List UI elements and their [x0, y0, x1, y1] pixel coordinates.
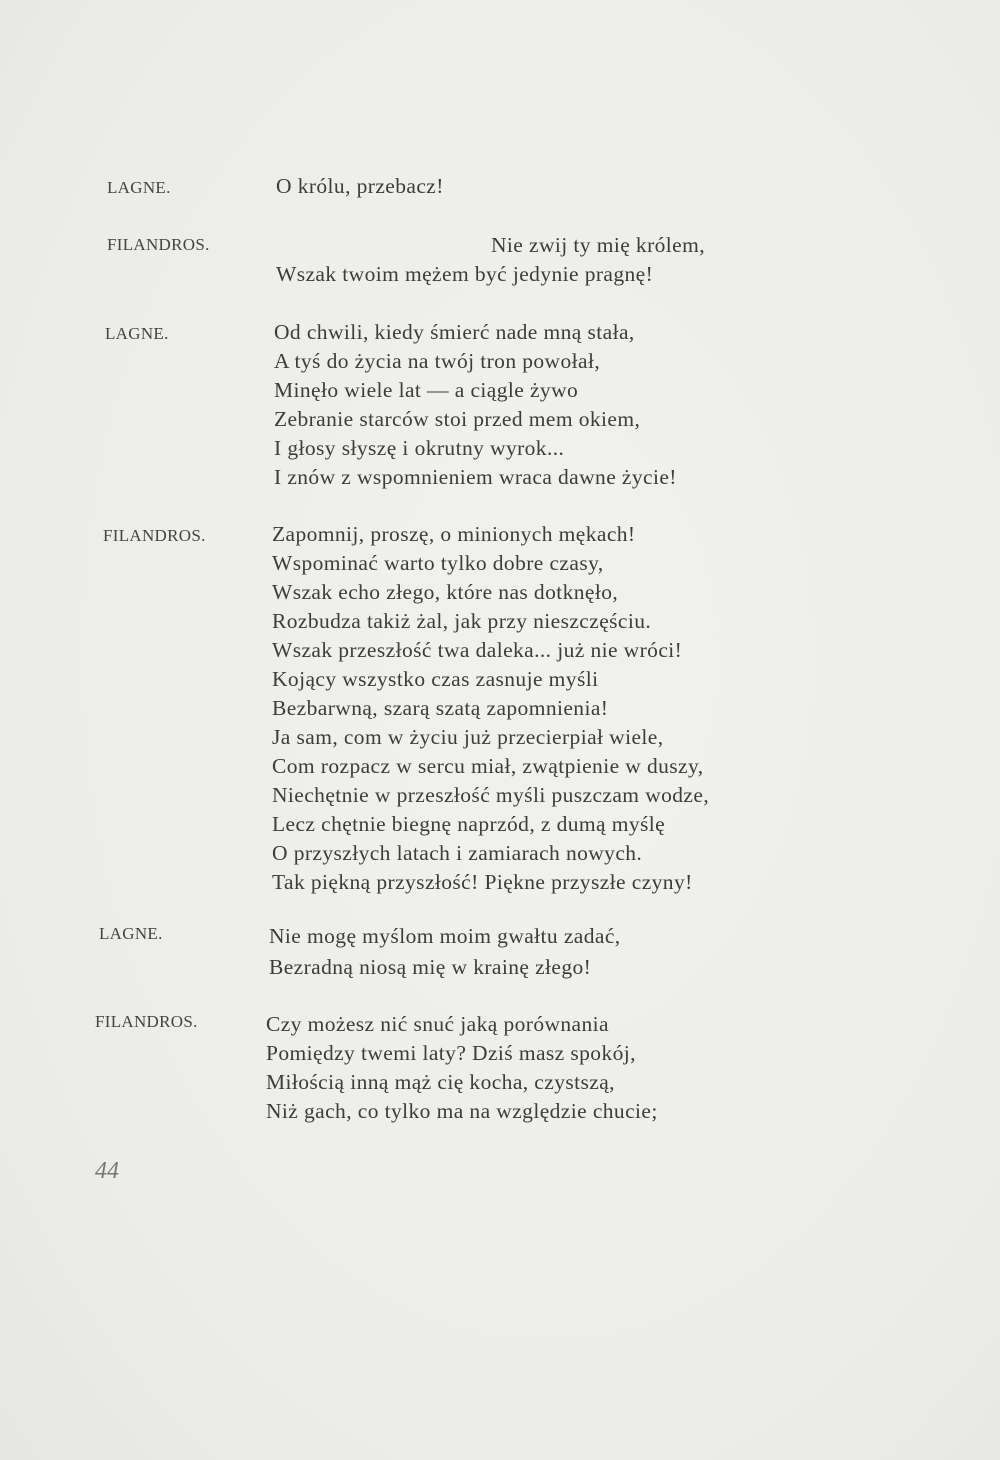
verse-line: I znów z wspomnieniem wraca dawne życie!: [274, 465, 677, 489]
speaker-name: FILANDROS.: [107, 235, 210, 254]
verse-line: Zapomnij, proszę, o minionych mękach!: [272, 522, 636, 546]
verse-line: Bezradną niosą mię w krainę złego!: [269, 955, 592, 979]
speaker-name: LAGNE.: [99, 924, 163, 943]
verse-line: Wspominać warto tylko dobre czasy,: [272, 551, 604, 575]
verse-line: Bezbarwną, szarą szatą zapomnienia!: [272, 696, 609, 720]
verse-line: Niż gach, co tylko ma na względzie chucie;: [266, 1099, 658, 1123]
speaker-name: FILANDROS.: [95, 1012, 198, 1031]
verse-line: Niechętnie w przeszłość myśli puszczam wodze,: [272, 783, 710, 807]
speaker-name: FILANDROS.: [103, 526, 206, 545]
verse-line: Czy możesz nić snuć jaką porównania: [266, 1012, 609, 1036]
verse-line: Tak piękną przyszłość! Piękne przyszłe czyny!: [272, 870, 693, 894]
verse-line: Lecz chętnie biegnę naprzód, z dumą myślę: [272, 812, 666, 836]
verse-line: Ja sam, com w życiu już przecierpiał wiele,: [272, 725, 664, 749]
verse-line: Miłością inną mąż cię kocha, czystszą,: [266, 1070, 615, 1094]
verse-line: Com rozpacz w sercu miał, zwątpienie w duszy,: [272, 754, 704, 778]
page-number: 44: [95, 1158, 119, 1184]
verse-line: Nie mogę myślom moim gwałtu zadać,: [269, 924, 621, 948]
speaker-name: LAGNE.: [105, 324, 169, 343]
verse-line: Zebranie starców stoi przed mem okiem,: [274, 407, 641, 431]
speaker-name: LAGNE.: [107, 178, 171, 197]
verse-line: Kojący wszystko czas zasnuje myśli: [272, 667, 599, 691]
verse-line: Nie zwij ty mię królem,: [491, 233, 705, 257]
verse-line: Od chwili, kiedy śmierć nade mną stała,: [274, 320, 635, 344]
verse-line: Wszak przeszłość twa daleka... już nie wróci!: [272, 638, 683, 662]
verse-line: O przyszłych latach i zamiarach nowych.: [272, 841, 643, 865]
verse-line: Wszak twoim mężem być jedynie pragnę!: [276, 262, 654, 286]
verse-line: A tyś do życia na twój tron powołał,: [274, 349, 601, 373]
verse-line: Minęło wiele lat — a ciągle żywo: [274, 378, 579, 402]
verse-line: O królu, przebacz!: [276, 174, 444, 198]
verse-line: Pomiędzy twemi laty? Dziś masz spokój,: [266, 1041, 636, 1065]
verse-line: Wszak echo złego, które nas dotknęło,: [272, 580, 619, 604]
verse-line: I głosy słyszę i okrutny wyrok...: [274, 436, 565, 460]
verse-line: Rozbudza takiż żal, jak przy nieszczęściu.: [272, 609, 652, 633]
